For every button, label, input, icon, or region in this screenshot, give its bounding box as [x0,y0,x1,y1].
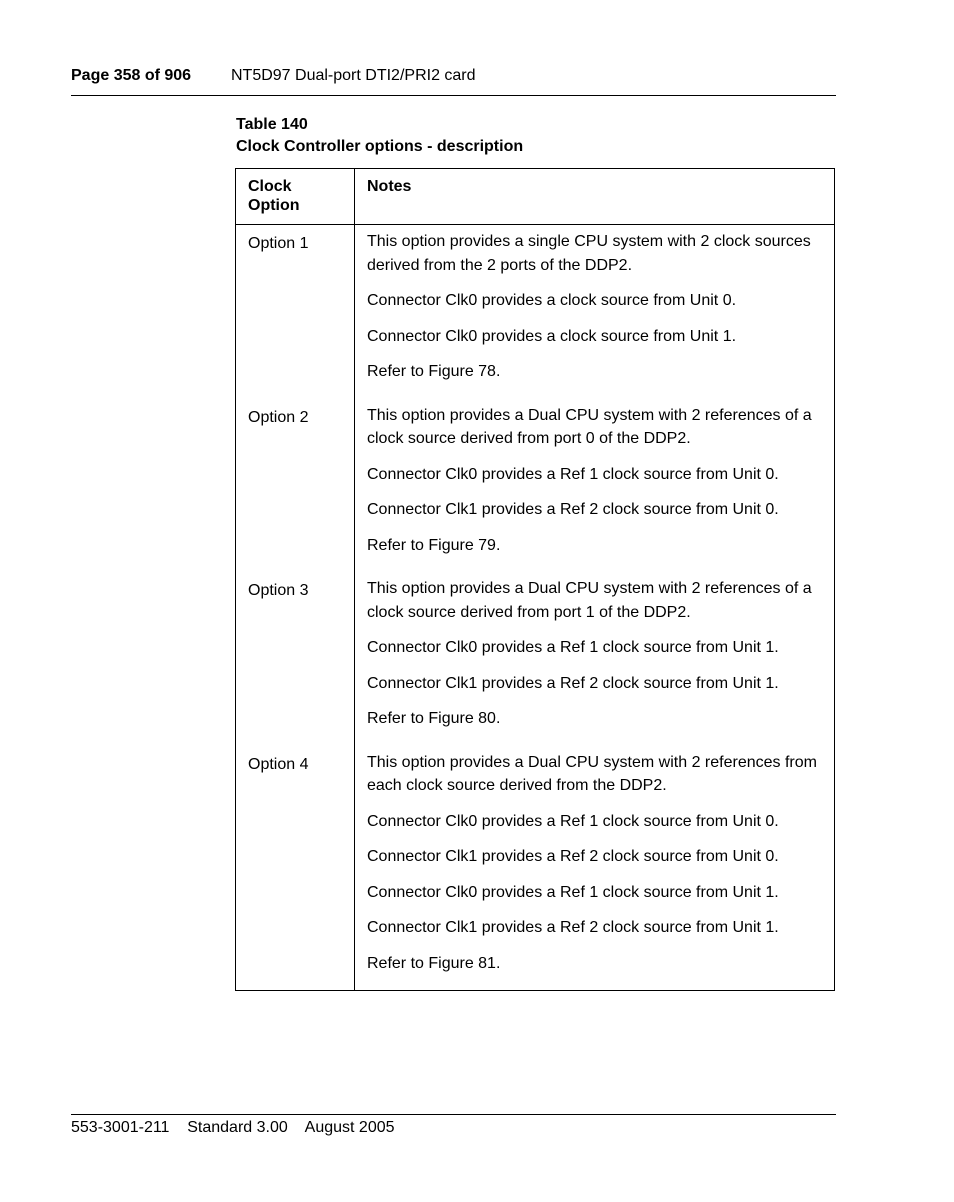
doc-number: 553-3001-211 [71,1119,170,1136]
note-paragraph: Connector Clk0 provides a Ref 1 clock source from Unit 0. [367,465,779,483]
column-header-notes [355,169,835,225]
page-header [71,66,836,86]
option-cell: Option 4 [236,746,355,991]
notes-cell [355,225,835,399]
note-paragraph: This option provides a Dual CPU system with 2 references from each clock source derived from the DDP2. [367,753,817,794]
note-paragraph: Connector Clk0 provides a Ref 1 clock source from Unit 1. [367,639,779,656]
note-paragraph: Refer to Figure 81. [367,954,501,972]
column-header-text: Clock Option [248,178,300,214]
notes-cell [355,572,835,746]
table-title: Clock Controller options - description [236,138,524,155]
note-paragraph: Connector Clk1 provides a Ref 2 clock source from Unit 0. [367,848,779,865]
note-paragraph: Connector Clk1 provides a Ref 2 clock source from Unit 1. [367,919,779,936]
option-cell: Option 3 [236,572,355,746]
option-cell: Option 1 [236,225,355,399]
note-paragraph: Connector Clk0 provides a clock source from Unit 1. [367,327,737,345]
table-row [236,399,835,573]
clock-options-table [235,168,835,991]
notes-cell [355,399,835,573]
note-paragraph: Refer to Figure 79. [367,536,501,554]
note-paragraph: This option provides a single CPU system with 2 clock sources derived from the 2 ports of the DDP2. [367,233,811,274]
note-paragraph: This option provides a Dual CPU system with 2 references of a clock source derived from port 0 of the DDP2. [367,406,812,447]
table-number: Table 140 [236,116,308,133]
document-title: NT5D97 Dual-port DTI2/PRI2 card [231,67,476,84]
table-row [236,225,835,399]
note-paragraph: Connector Clk0 provides a Ref 1 clock source from Unit 0. [367,812,779,830]
table-row [236,572,835,746]
option-cell: Option 2 [236,399,355,573]
footer-divider [71,1114,836,1115]
note-paragraph: Connector Clk0 provides a Ref 1 clock source from Unit 1. [367,883,779,901]
note-paragraph: Connector Clk0 provides a clock source from Unit 0. [367,292,737,309]
page-number: Page 358 of 906 [71,67,192,84]
standard-version: Standard 3.00 [187,1119,288,1136]
note-paragraph: Refer to Figure 78. [367,363,501,380]
note-paragraph: Connector Clk1 provides a Ref 2 clock source from Unit 0. [367,501,779,518]
note-paragraph: Connector Clk1 provides a Ref 2 clock source from Unit 1. [367,674,779,692]
table-row [236,746,835,991]
page-footer [71,1118,395,1138]
publication-date: August 2005 [304,1119,395,1136]
column-header-clock-option [236,169,355,225]
column-header-text: Notes [367,178,412,195]
note-paragraph: This option provides a Dual CPU system with 2 references of a clock source derived from port 1 of the DDP2. [367,580,812,621]
table-header-row [236,169,835,225]
header-divider [71,95,836,96]
notes-cell [355,746,835,991]
note-paragraph: Refer to Figure 80. [367,710,501,727]
table-caption [236,114,523,158]
